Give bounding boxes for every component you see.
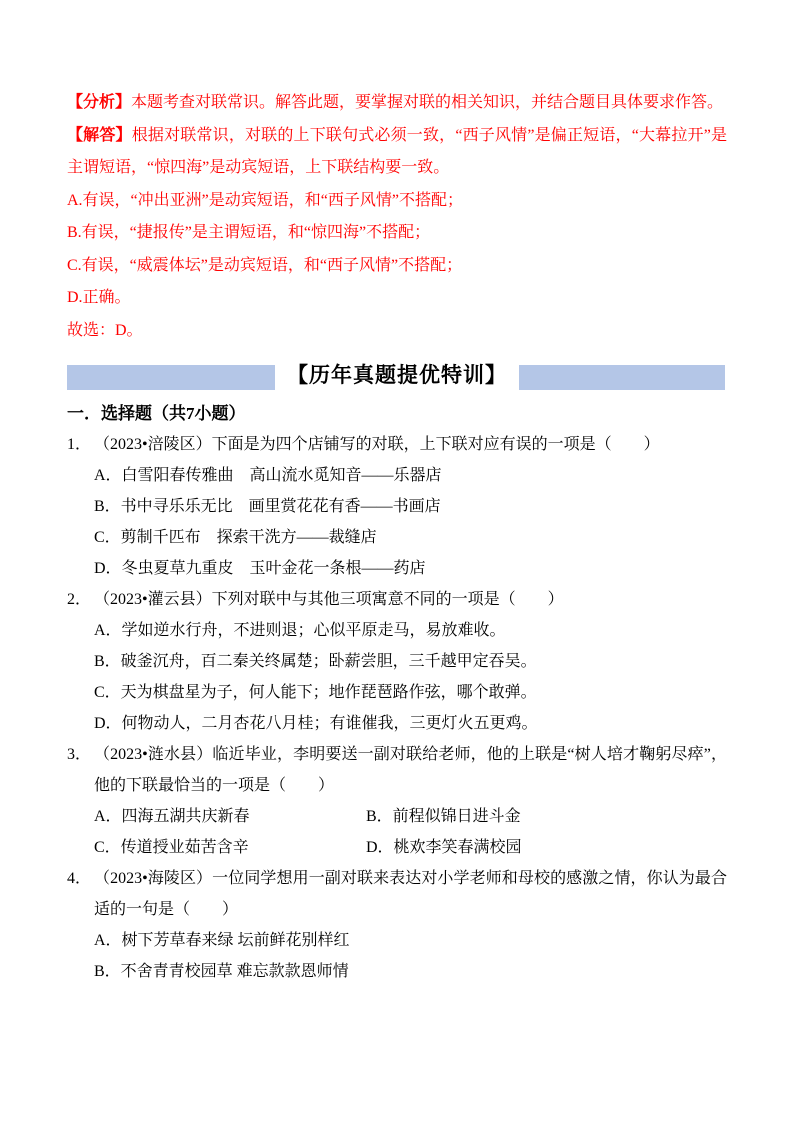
answer-paragraph [67,120,727,185]
question-2-option-B: B．破釜沉舟，百二秦关终属楚；卧薪尝胆，三千越甲定吞吴。 [94,653,537,670]
question-4-option-A: A．树下芳草春来绿 坛前鲜花别样红 [94,932,350,949]
question-3 [67,739,727,863]
question-2-option-D: D．何物动人，二月杏花八月桂；有谁催我，三更灯火五更鸡。 [94,715,538,732]
judgement-line-3: C.有误，“威震体坛”是动宾短语，和“西子风情”不搭配； [67,256,463,274]
question-1-option-B: B．书中寻乐乐无比 画里赏花花有香——书画店 [94,498,441,515]
question-3-stem: （2023•涟水县）临近毕业，李明要送一副对联给老师，他的上联是“树人培才鞠躬尽瘁”，他的下联最恰当的一项是（ ） [94,746,727,794]
analysis-text: 本题考查对联常识。解答此题，要掌握对联的相关知识，并结合题目具体要求作答。 [131,94,724,111]
question-4-number: 4． [67,870,92,887]
analysis-label: 【分析】 [67,94,132,111]
answer-text: 根据对联常识，对联的上下联句式必须一致，“西子风情”是偏正短语，“大幕拉开”是主谓短语，“惊四海”是动宾短语，上下联结构要一致。 [67,126,727,176]
judgement-line-2: B.有误，“捷报传”是主谓短语，和“惊四海”不搭配； [67,224,431,241]
question-1-option-A: A．白雪阳春传雅曲 高山流水觅知音——乐器店 [94,467,442,484]
question-1-options [94,460,727,584]
conclusion-line: 故选：D。 [67,321,143,339]
question-2-stem-row [67,584,727,615]
question-4-options [94,925,727,987]
question-4-stem-row [67,863,727,925]
question-2 [67,584,727,739]
question-3-number: 3． [67,746,92,763]
question-1-option-C: C．剪制千匹布 探索干洗方——裁缝店 [94,529,377,546]
section-heading: 一．选择题（共7小题） [67,404,246,423]
question-2-number: 2． [67,591,92,608]
question-1-number: 1． [67,436,92,453]
judgement-lines [67,185,727,315]
banner-title: 【历年真题提优特训】 [275,356,519,392]
question-1-stem: （2023•涪陵区）下面是为四个店铺写的对联，上下联对应有误的一项是（ ） [94,436,660,453]
question-1-option-D: D．冬虫夏草九重皮 玉叶金花一条根——药店 [94,560,426,577]
judgement-line-4: D.正确。 [67,289,131,306]
question-3-option-A: A．四海五湖共庆新春 [94,808,250,825]
question-4-stem: （2023•海陵区）一位同学想用一副对联来表达对小学老师和母校的感激之情，你认为最合适的一句是（ ） [94,870,727,918]
section-banner [67,362,727,390]
question-3-option-B: B．前程似锦日进斗金 [366,808,521,825]
question-3-option-D: D．桃欢李笑春满校园 [366,839,522,856]
answer-label: 【解答】 [67,126,132,144]
judgement-line-1: A.有误，“冲出亚洲”是动宾短语，和“西子风情”不搭配； [67,191,463,209]
question-list [67,429,727,987]
question-4 [67,863,727,987]
question-4-option-B: B．不舍青青校园草 难忘款款恩师情 [94,963,349,980]
analysis-paragraph [67,87,727,120]
question-2-options [94,615,727,739]
question-3-stem-row [67,739,727,801]
question-1-stem-row [67,429,727,460]
question-3-option-C: C．传道授业茹苦含辛 [94,839,249,856]
explanation-section [67,87,727,347]
question-2-stem: （2023•灌云县）下列对联中与其他三项寓意不同的一项是（ ） [94,591,564,608]
question-2-option-A: A．学如逆水行舟，不进则退；心似平原走马，易放难收。 [94,622,506,639]
question-3-options [94,801,727,863]
question-1 [67,429,727,584]
question-2-option-C: C．天为棋盘星为子，何人能下；地作琵琶路作弦，哪个敢弹。 [94,684,537,701]
